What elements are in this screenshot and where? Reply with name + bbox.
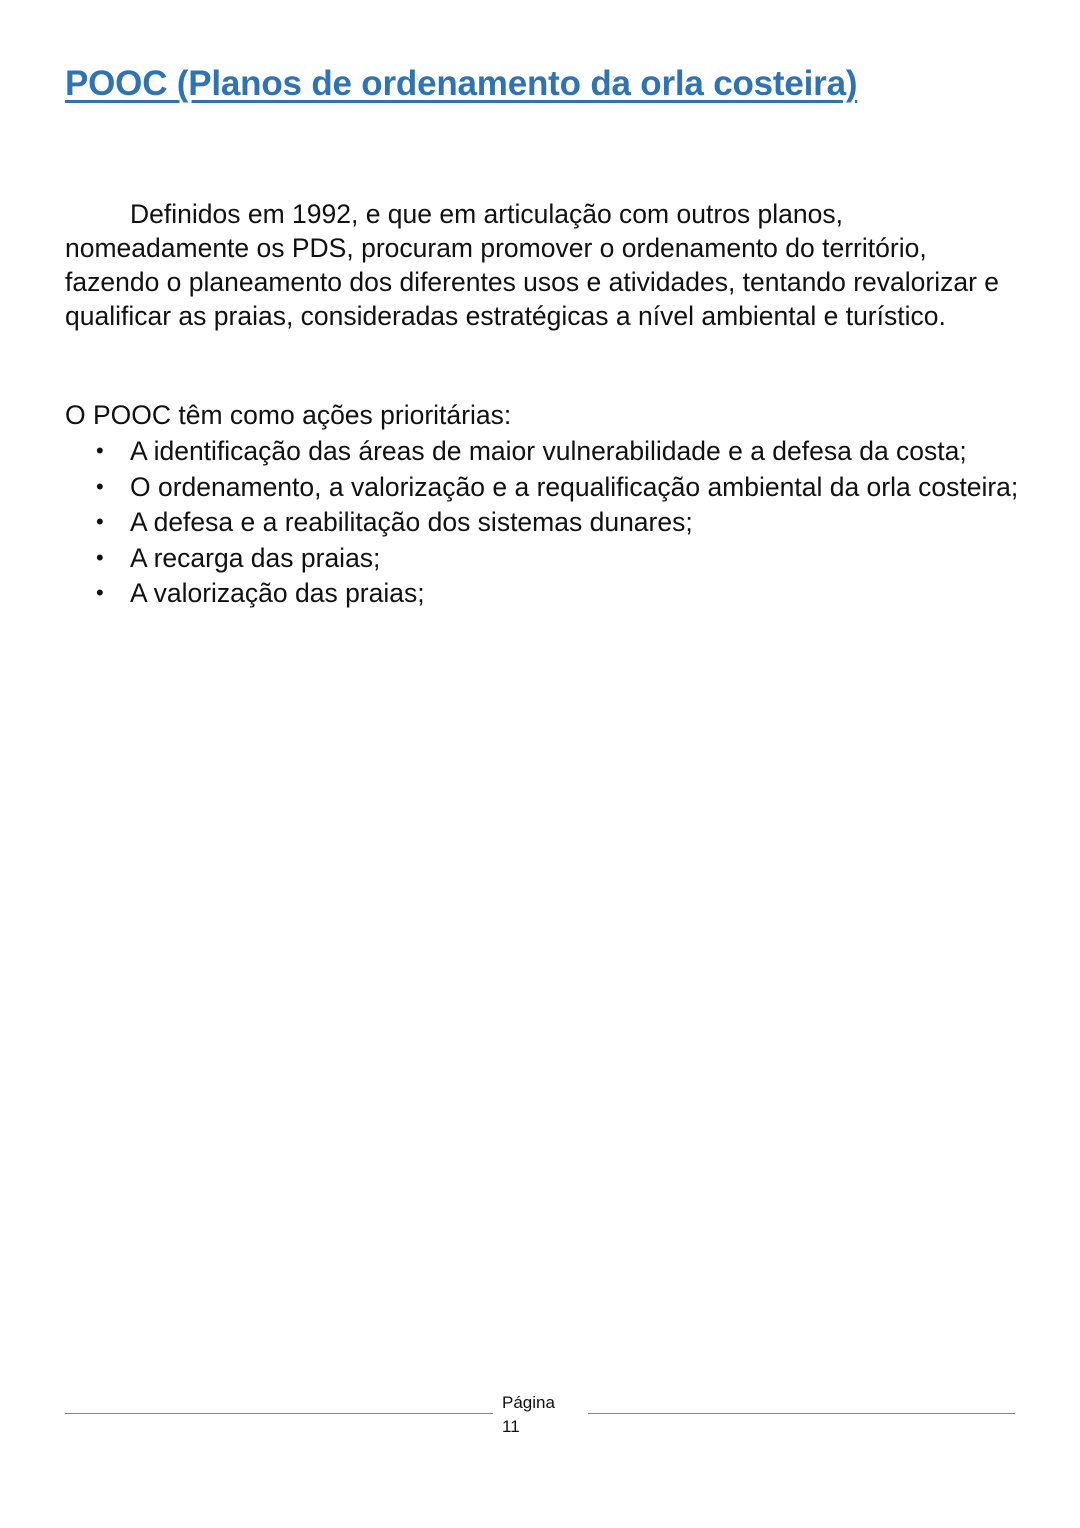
list-item-text: O ordenamento, a valorização e a requalificação ambiental da orla costeira; xyxy=(130,471,1019,502)
intro-paragraph: Definidos em 1992, e que em articulação com outros planos, nomeadamente os PDS, procuram promover o ordenamento do território, fazendo o planeamento dos diferentes usos e atividades, tentando revalorizar e qualificar as praias, consideradas estratégicas a nível ambiental e turístico. xyxy=(65,199,999,331)
footer-rule-left xyxy=(65,1413,493,1414)
bullet-icon: • xyxy=(96,544,104,570)
list-item xyxy=(65,505,1025,539)
list-item xyxy=(65,470,1025,504)
bullet-icon: • xyxy=(96,438,104,463)
bullet-icon: • xyxy=(96,473,104,499)
list-item xyxy=(65,541,1025,575)
page-heading: POOC (Planos de ordenamento da orla costeira) xyxy=(65,64,858,103)
list-item-text: A identificação das áreas de maior vulnerabilidade e a defesa da costa; xyxy=(130,436,967,466)
footer-rule-right xyxy=(588,1413,1015,1414)
page-label: Página xyxy=(502,1393,555,1412)
page-number-footer xyxy=(502,1391,555,1439)
page-number: 11 xyxy=(502,1417,520,1436)
list-item-text: A defesa e a reabilitação dos sistemas dunares; xyxy=(130,507,693,537)
list-item xyxy=(65,576,1025,610)
list-item-text: A valorização das praias; xyxy=(130,578,425,608)
bullet-icon: • xyxy=(96,509,104,534)
bullet-icon: • xyxy=(96,580,104,605)
priority-actions-list xyxy=(65,434,1025,612)
list-intro: O POOC têm como ações prioritárias: xyxy=(65,400,512,430)
list-item-text: A recarga das praias; xyxy=(130,542,381,573)
list-item xyxy=(65,434,1025,468)
